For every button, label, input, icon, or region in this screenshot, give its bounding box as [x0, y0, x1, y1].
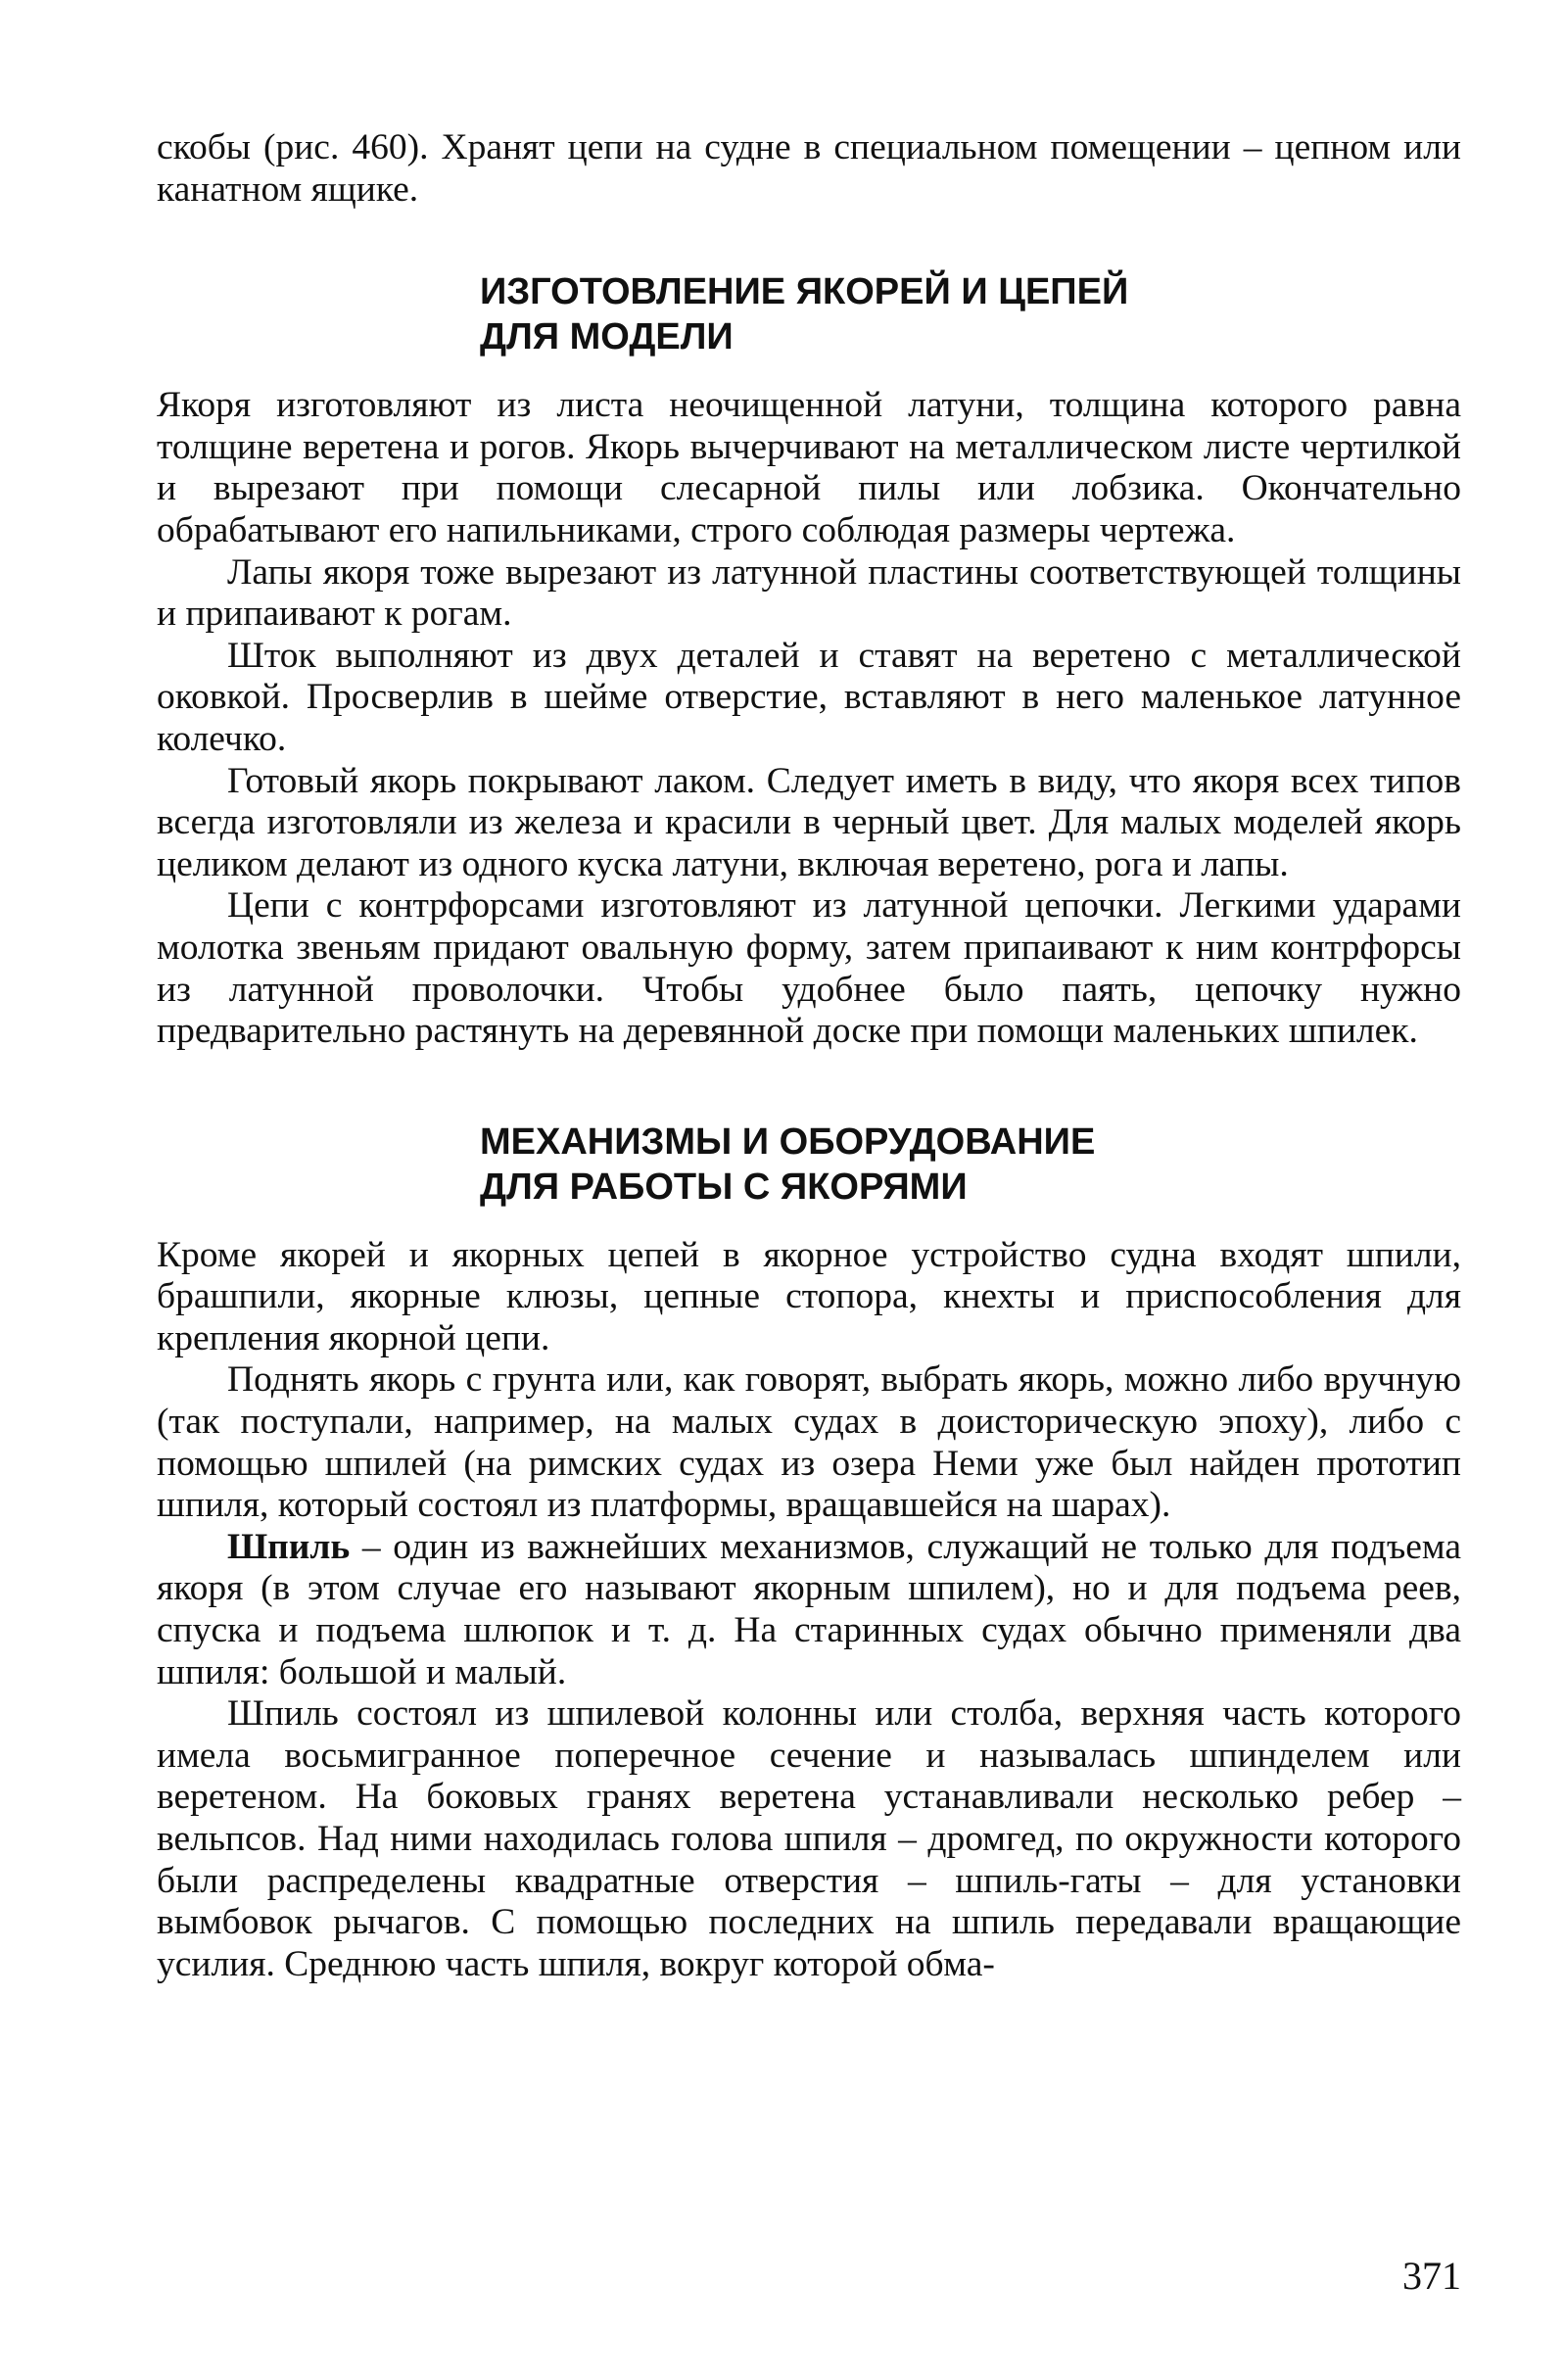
intro-paragraph: скобы (рис. 460). Хранят цепи на судне в специальном помещении – цепном или канатном ящике.	[157, 127, 1461, 210]
paragraph: Шток выполняют из двух деталей и ставят на веретено с металлической оковкой. Просверлив в шейме отверстие, вставляют в него маленькое латунное колечко.	[157, 635, 1461, 759]
paragraph: Кроме якорей и якорных цепей в якорное устройство судна входят шпили, брашпили, якорные клюзы, цепные стопора, кнехты и приспособления для крепления якорной цепи.	[157, 1234, 1461, 1358]
paragraph: Лапы якоря тоже вырезают из латунной пластины соответствующей толщины и припаивают к рогам.	[157, 551, 1461, 635]
term-paragraph	[157, 1527, 1461, 1693]
heading-line: МЕХАНИЗМЫ И ОБОРУДОВАНИЕ	[480, 1120, 1096, 1163]
heading-line: ДЛЯ РАБОТЫ С ЯКОРЯМИ	[480, 1166, 968, 1208]
section-heading-mechanisms	[157, 1119, 1461, 1210]
page-body	[157, 127, 1461, 1985]
paragraph: Готовый якорь покрывают лаком. Следует иметь в виду, что якоря всех типов всегда изготовляли из железа и красили в черный цвет. Для малых моделей якорь целиком делают из одного куска латуни, включая веретено, рога и лапы.	[157, 760, 1461, 884]
page-number: 371	[1402, 2254, 1461, 2298]
paragraph: Поднять якорь с грунта или, как говорят, выбрать якорь, можно либо вручную (так поступали, например, на малых судах в доисторическую эпоху), либо с помощью шпилей (на римских судах из озера Неми уже был найден прототип шпиля, который состоял из платформы, вращавшейся на шарах).	[157, 1359, 1461, 1526]
section-heading-anchors-chains	[157, 269, 1461, 359]
heading-line: ИЗГОТОВЛЕНИЕ ЯКОРЕЙ И ЦЕПЕЙ	[480, 271, 1129, 313]
term-capstan: Шпиль	[227, 1526, 351, 1567]
paragraph: Якоря изготовляют из листа неочищенной латуни, толщина которого равна толщине веретена и рогов. Якорь вычерчивают на металлическом листе чертилкой и вырезают при помощи слесарной пилы или лобзика. Окончательно обрабатывают его напильниками, строго соблюдая размеры чертежа.	[157, 385, 1461, 550]
paragraph: Цепи с контрфорсами изготовляют из латунной цепочки. Легкими ударами молотка звеньям придают овальную форму, затем припаивают к ним контрфорсы из латунной проволочки. Чтобы удобнее было паять, цепочку нужно предварительно растянуть на деревянной доске при помощи маленьких шпилек.	[157, 885, 1461, 1052]
paragraph: Шпиль состоял из шпилевой колонны или столба, верхняя часть которого имела восьмигранное поперечное сечение и называлась шпинделем или веретеном. На боковых гранях веретена устанавливали несколько ребер – вельпсов. Над ними находилась голова шпиля – дромгед, по окружности которого были распределены квадратные отверстия – шпиль-гаты – для установки вымбовок рычагов. С помощью последних на шпиль передавали вращающие усилия. Среднюю часть шпиля, вокруг которой обма-	[157, 1693, 1461, 1984]
heading-line: ДЛЯ МОДЕЛИ	[480, 316, 734, 358]
term-definition: – один из важнейших механизмов, служащий не только для подъема якоря (в этом случае его называют якорным шпилем), но и для подъема реев, спуска и подъема шлюпок и т. д. На старинных судах обычно применяли два шпиля: большой и малый.	[157, 1526, 1461, 1692]
